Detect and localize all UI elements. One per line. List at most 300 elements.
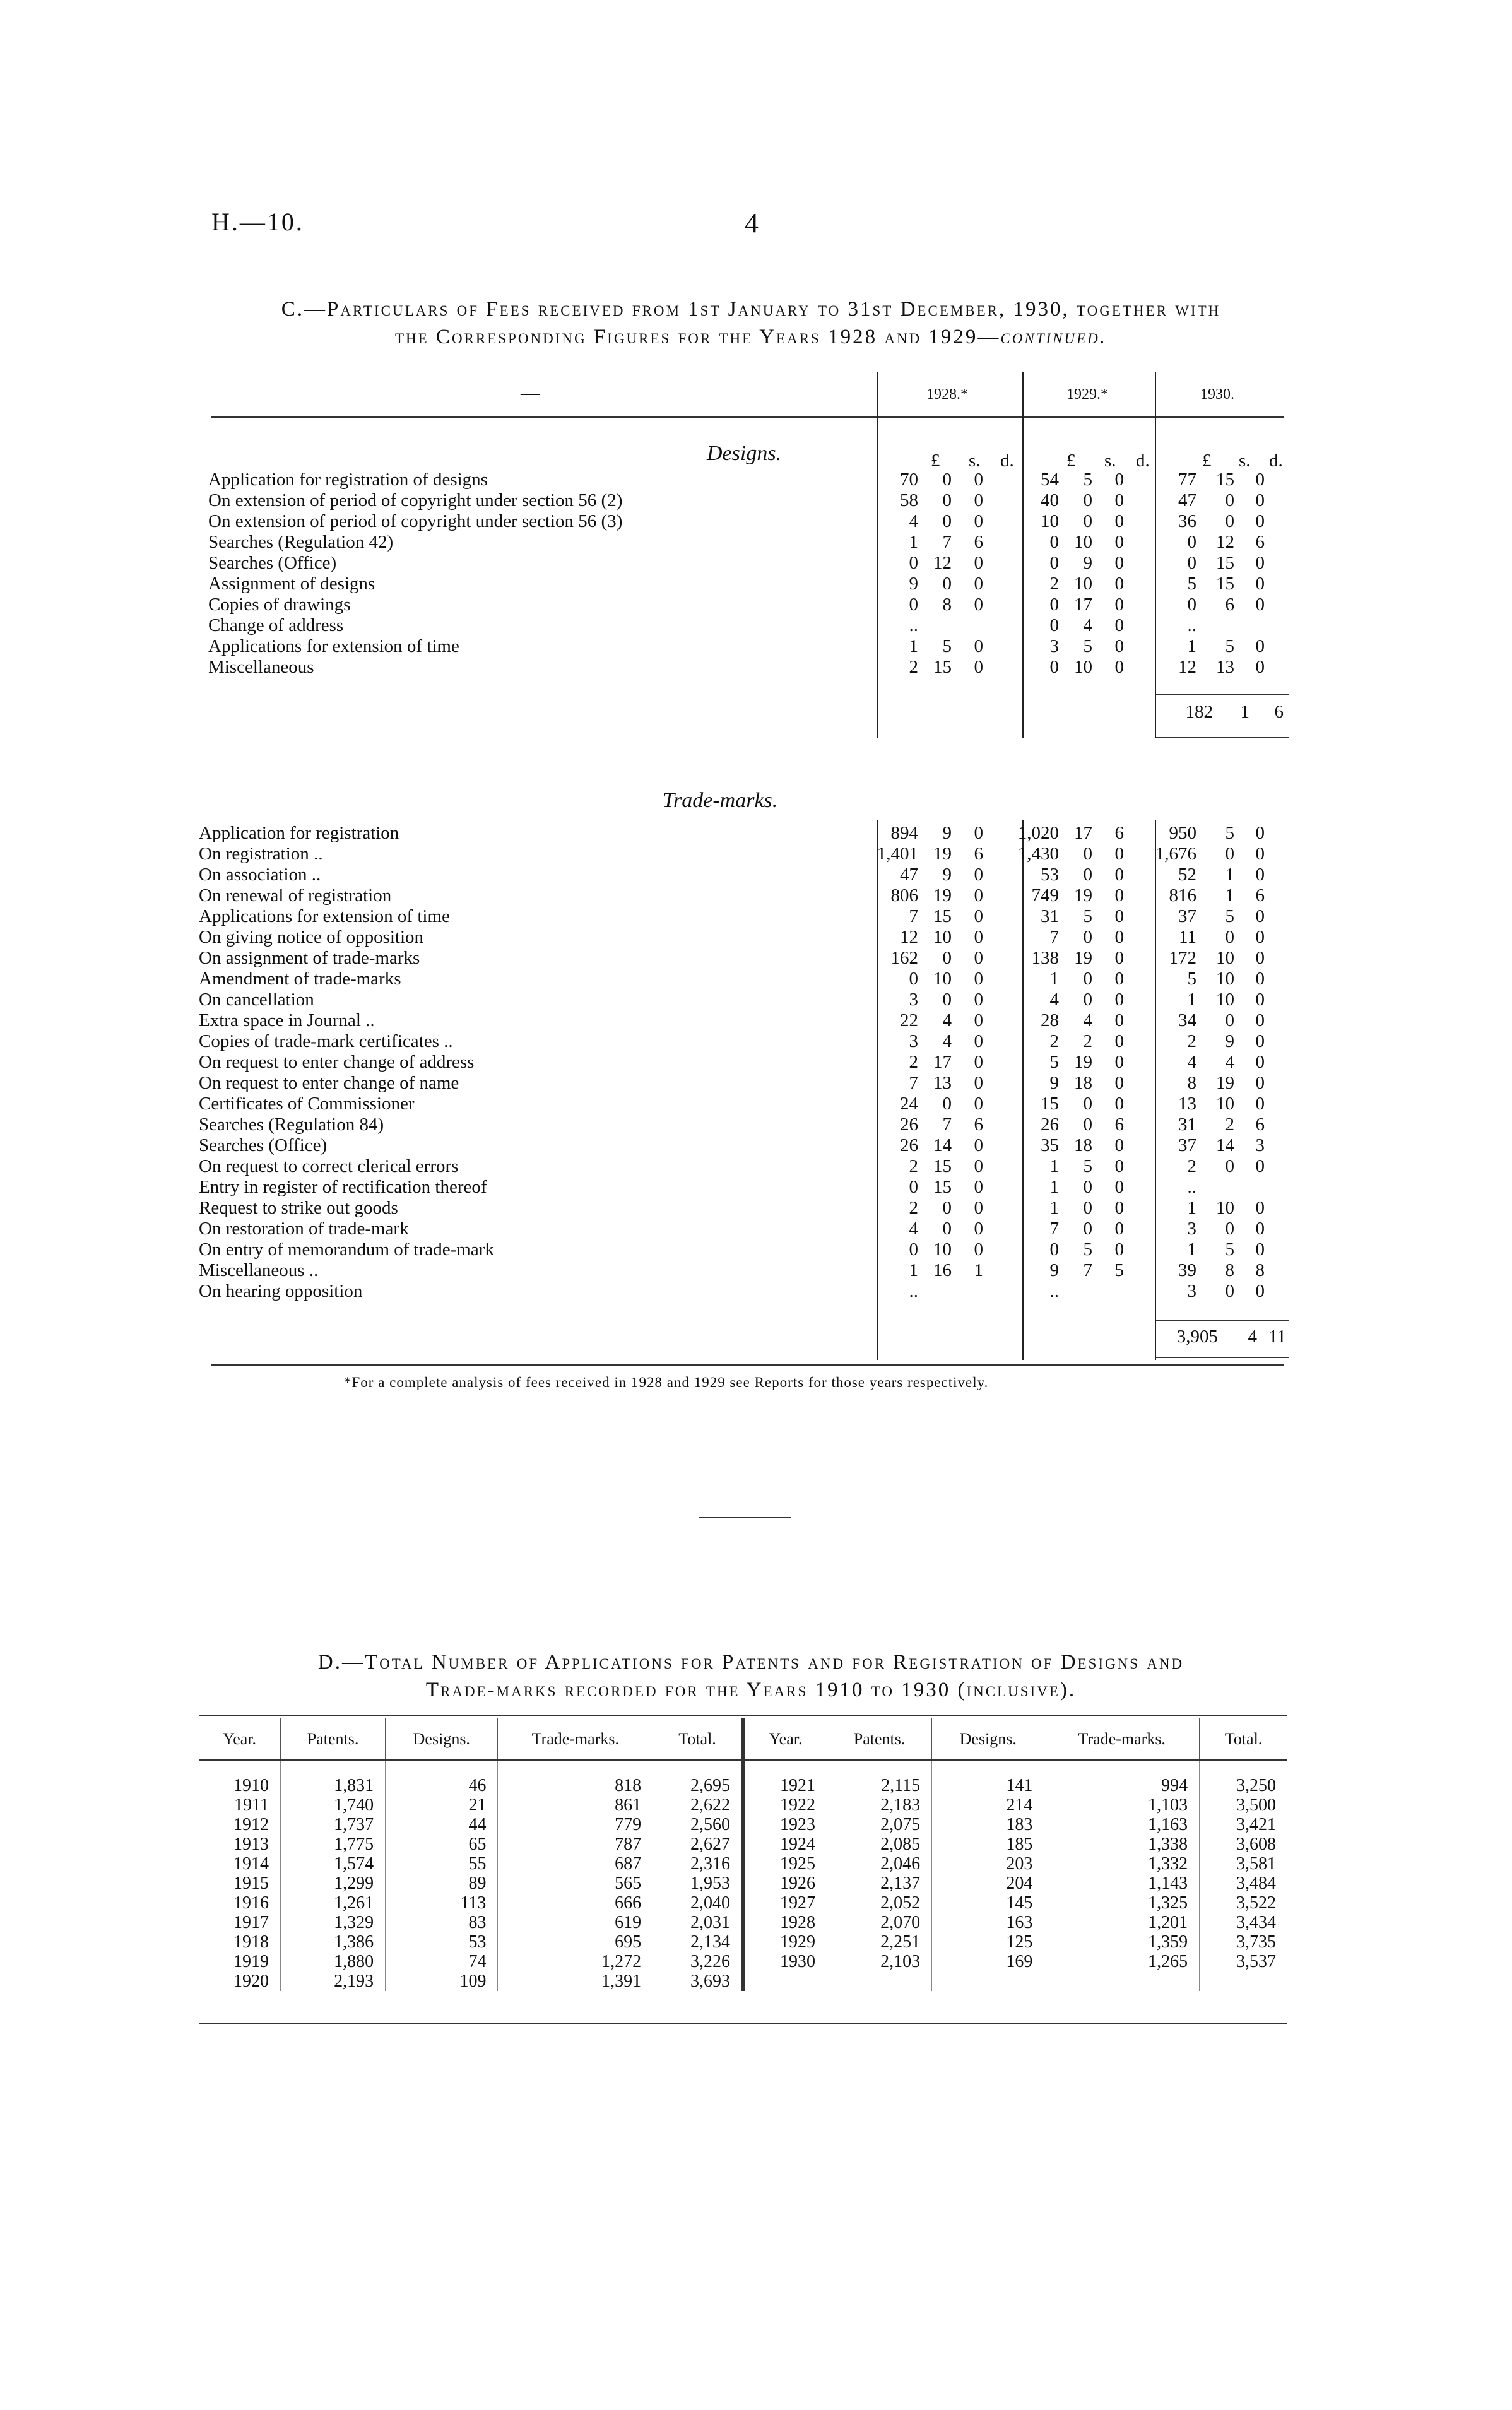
fee-shillings-1928: 0 [942, 511, 952, 531]
table-cell: 1,953 [653, 1874, 743, 1893]
fee-label: Miscellaneous .. [199, 1260, 319, 1280]
fee-pence-1928: 0 [974, 470, 983, 490]
table-cell: 1,143 [1044, 1874, 1200, 1893]
page-number: 4 [745, 208, 759, 239]
fee-pounds-1929: 5 [1049, 1052, 1059, 1072]
fee-pounds-1928: 12 [900, 927, 918, 947]
fee-pounds-1928: 1 [909, 532, 918, 552]
fee-shillings-1930: 9 [1225, 1031, 1234, 1051]
fee-pence-1930: 0 [1255, 1010, 1265, 1031]
trademarks-row [199, 885, 1277, 906]
table-cell: 1911 [234, 1795, 269, 1815]
fee-pence-1928: 0 [974, 1239, 983, 1260]
table-row [199, 1893, 1287, 1913]
fee-pounds-1930: 1 [1187, 1198, 1196, 1218]
fee-pence-1930: 0 [1255, 1031, 1265, 1051]
fee-pounds-1929: 4 [1049, 989, 1059, 1010]
trademarks-total-pence: 11 [1268, 1326, 1286, 1347]
fee-pence-1929: 0 [1114, 657, 1124, 677]
fee-shillings-1928: 5 [942, 636, 952, 656]
fee-pence-1928 [957, 615, 996, 636]
fee-pence-1930: 0 [1255, 823, 1265, 843]
pence-1929: d. [1136, 451, 1150, 471]
fee-label: Amendment of trade-marks [199, 969, 401, 989]
table-cell: 2,052 [827, 1893, 932, 1913]
fee-pounds-1929: 9 [1049, 1260, 1059, 1280]
fee-pence-1930 [1239, 1177, 1277, 1198]
table-cell: 21 [386, 1795, 498, 1815]
trademarks-row [199, 1198, 1277, 1219]
fee-pence-1928: 0 [974, 927, 983, 947]
fee-shillings-1929: 17 [1074, 594, 1092, 615]
fee-shillings-1930: 15 [1216, 574, 1234, 594]
fee-shillings-1930: 5 [1225, 906, 1234, 926]
designs-row [208, 636, 1277, 657]
table-cell [1044, 1971, 1200, 1991]
fee-shillings-1929: 19 [1074, 885, 1092, 906]
table-cell: 1912 [233, 1815, 269, 1834]
section-d-title [196, 1648, 1306, 1704]
table-cell: 113 [386, 1893, 498, 1913]
trademarks-row [199, 1260, 1277, 1281]
fee-pounds-1930: 5 [1187, 574, 1196, 594]
fee-shillings-1930: 10 [1216, 948, 1234, 968]
fee-pounds-1928: 4 [909, 511, 918, 531]
table-cell: 3,484 [1200, 1874, 1287, 1893]
fee-shillings-1930: 0 [1225, 1156, 1234, 1176]
applications-table-header [199, 1718, 1287, 1760]
fee-shillings-1930: 15 [1216, 553, 1234, 573]
fee-shillings-1930: 12 [1216, 532, 1234, 552]
fee-pence-1928: 0 [974, 969, 983, 989]
table-cell [743, 1971, 827, 1991]
fee-pence-1928: 0 [974, 1156, 983, 1176]
fee-pence-1930: 0 [1255, 927, 1265, 947]
fee-shillings-1928: 0 [942, 1219, 952, 1239]
fee-pence-1929: 0 [1114, 948, 1124, 968]
fee-shillings-1928: 0 [942, 1094, 952, 1114]
table-cell: 185 [932, 1834, 1044, 1854]
fee-label: On giving notice of opposition [199, 927, 424, 947]
fee-pounds-1928: 0 [909, 969, 918, 989]
fee-shillings-1929: 10 [1074, 532, 1092, 552]
table-cell [932, 1971, 1044, 1991]
designs-row [208, 594, 1277, 615]
trademarks-table [199, 823, 1277, 1302]
table-cell: 779 [498, 1815, 653, 1834]
fee-pounds-1930: 31 [1178, 1114, 1196, 1135]
fee-pence-1929: 0 [1114, 1156, 1124, 1176]
fee-label: On extension of period of copyright under section 56 (2) [208, 490, 623, 511]
fee-pence-1929: 5 [1114, 1260, 1124, 1280]
trademarks-heading: Trade-marks. [663, 789, 778, 812]
table-cell: 74 [386, 1952, 498, 1971]
fee-pence-1928: 0 [974, 594, 983, 615]
fee-pounds-1929: 31 [1041, 906, 1059, 926]
table-cell: 1926 [743, 1874, 827, 1893]
table-cell: 1918 [233, 1932, 269, 1952]
fee-pounds-1928: 0 [909, 594, 918, 615]
fee-pounds-1930: 37 [1178, 1135, 1196, 1155]
fee-shillings-1928: 15 [933, 1177, 952, 1197]
fee-pence-1930: 0 [1255, 1073, 1265, 1093]
table-cell: 1,574 [281, 1854, 386, 1874]
fee-pence-1928: 0 [974, 574, 983, 594]
table-cell: 1,831 [281, 1760, 386, 1795]
fee-pence-1930: 0 [1255, 636, 1265, 656]
fee-pounds-1930: 8 [1187, 1073, 1196, 1093]
fee-shillings-1930: 10 [1216, 989, 1234, 1010]
fee-pounds-1928: 7 [909, 906, 918, 926]
table-cell: 1,386 [281, 1932, 386, 1952]
column-header: Year. [199, 1718, 281, 1760]
table-cell: 2,040 [653, 1893, 743, 1913]
fee-label: Request to strike out goods [199, 1198, 398, 1218]
fee-pence-1929: 0 [1114, 1010, 1124, 1031]
fee-shillings-1930: 0 [1225, 1010, 1234, 1031]
table-cell: 3,500 [1200, 1795, 1287, 1815]
table-cell: 1,338 [1044, 1834, 1200, 1854]
table-cell: 125 [932, 1932, 1044, 1952]
trademarks-total-pounds: 3,905 [1176, 1326, 1218, 1347]
fee-pence-1928: 0 [974, 1219, 983, 1239]
table-row [199, 1760, 1287, 1795]
fee-shillings-1930 [1202, 615, 1239, 636]
trademarks-row [199, 1177, 1277, 1198]
fee-shillings-1928: 10 [933, 969, 952, 989]
fee-label: On request to enter change of name [199, 1073, 459, 1093]
fee-pounds-1928: 162 [890, 948, 918, 968]
fee-pence-1929: 0 [1114, 906, 1124, 926]
table-cell: 666 [498, 1893, 653, 1913]
designs-row [208, 657, 1277, 678]
fee-shillings-1930: 10 [1216, 1094, 1234, 1114]
fee-label: On request to correct clerical errors [199, 1156, 459, 1176]
fee-shillings-1929: 0 [1083, 969, 1092, 989]
fee-pounds-1928: 1 [909, 636, 918, 656]
fee-shillings-1928: 10 [933, 927, 952, 947]
shillings-1930: s. [1239, 451, 1251, 471]
fee-pounds-1930: 0 [1187, 594, 1196, 615]
table-cell: 145 [932, 1893, 1044, 1913]
table-cell: 53 [386, 1932, 498, 1952]
fee-shillings-1929: 0 [1083, 989, 1092, 1010]
fee-shillings-1930: 10 [1216, 969, 1234, 989]
fee-pounds-1930: 3 [1187, 1219, 1196, 1239]
year-1928: 1928.* [926, 386, 968, 403]
fee-pounds-1929: 1 [1049, 1177, 1059, 1197]
trademarks-row [199, 969, 1277, 989]
trademarks-row [199, 844, 1277, 865]
fee-pence-1929: 0 [1114, 490, 1124, 511]
fee-shillings-1929: 5 [1083, 1239, 1092, 1260]
table-cell: 203 [932, 1854, 1044, 1874]
fee-pounds-1928: 0 [909, 553, 918, 573]
fee-shillings-1929: 0 [1083, 1094, 1092, 1114]
table-row [199, 1913, 1287, 1932]
fee-pence-1929: 0 [1114, 470, 1124, 490]
fee-pounds-1929: 1 [1049, 1156, 1059, 1176]
fee-shillings-1930: 8 [1225, 1260, 1234, 1280]
fee-pounds-1930: 52 [1178, 865, 1196, 885]
fee-pounds-1929: 10 [1041, 511, 1059, 531]
table-cell: 1915 [233, 1874, 269, 1893]
fee-shillings-1929: 7 [1083, 1260, 1092, 1280]
table-row [199, 1834, 1287, 1854]
fee-pence-1930: 0 [1255, 470, 1265, 490]
fee-shillings-1928: 7 [942, 532, 952, 552]
fee-pence-1928: 0 [974, 1010, 983, 1031]
fee-label: Applications for extension of time [208, 636, 459, 656]
fee-pence-1928 [957, 1281, 996, 1302]
trademarks-row [199, 1073, 1277, 1094]
fee-pounds-1928: 2 [909, 1052, 918, 1072]
table-cell: 1,272 [498, 1952, 653, 1971]
trademarks-row [199, 948, 1277, 969]
table-cell: 1929 [743, 1932, 827, 1952]
table-cell: 2,137 [827, 1874, 932, 1893]
fee-shillings-1930: 5 [1225, 1239, 1234, 1260]
fee-pence-1930: 0 [1255, 594, 1265, 615]
column-header: Designs. [932, 1718, 1044, 1760]
fee-label: On association .. [199, 865, 321, 885]
fee-pence-1929: 0 [1114, 615, 1124, 635]
fee-shillings-1928: 14 [933, 1135, 952, 1155]
fee-pounds-1930: 13 [1178, 1094, 1196, 1114]
table-cell: 3,434 [1200, 1913, 1287, 1932]
table-cell: 2,695 [653, 1760, 743, 1795]
fee-pence-1929: 0 [1114, 594, 1124, 615]
fee-shillings-1930: 0 [1225, 927, 1234, 947]
fee-pounds-1928: 1 [909, 1260, 918, 1280]
table-cell: 55 [386, 1854, 498, 1874]
fee-pence-1928: 0 [974, 1135, 983, 1155]
fee-label: Copies of trade-mark certificates .. [199, 1031, 453, 1051]
column-header: Total. [1200, 1718, 1287, 1760]
fee-pounds-1928: 2 [909, 1198, 918, 1218]
fee-label: On hearing opposition [199, 1281, 363, 1301]
table-cell: 1924 [743, 1834, 827, 1854]
fee-label: On restoration of trade-mark [199, 1219, 409, 1239]
table-cell: 2,134 [653, 1932, 743, 1952]
fee-pounds-1930: 47 [1178, 490, 1196, 511]
table-cell: 204 [932, 1874, 1044, 1893]
fee-label: Application for registration of designs [208, 470, 488, 490]
fee-pence-1930: 0 [1255, 906, 1265, 926]
fee-pence-1929: 0 [1114, 532, 1124, 552]
fee-shillings-1928: 16 [933, 1260, 952, 1280]
fee-shillings-1930: 14 [1216, 1135, 1234, 1155]
fee-pence-1928: 6 [974, 1114, 983, 1135]
designs-total-pounds: 182 [1185, 702, 1213, 722]
fee-label: On assignment of trade-marks [199, 948, 420, 968]
fee-pence-1930: 0 [1255, 844, 1265, 864]
fee-pounds-1930: 3 [1187, 1281, 1196, 1301]
fee-pounds-1929: 749 [1031, 885, 1059, 906]
fee-shillings-1929: 0 [1083, 927, 1092, 947]
fee-pence-1930: 6 [1255, 532, 1265, 552]
fee-pence-1928: 0 [974, 885, 983, 906]
table-cell: 1925 [743, 1854, 827, 1874]
fee-shillings-1928 [923, 615, 957, 636]
fee-shillings-1930: 10 [1216, 1198, 1234, 1218]
fee-label: Applications for extension of time [199, 906, 450, 926]
fee-pounds-1929: 7 [1049, 927, 1059, 947]
fee-pence-1928: 0 [974, 490, 983, 511]
fee-pounds-1929: 2 [1049, 1031, 1059, 1051]
fee-pounds-1928: 3 [909, 1031, 918, 1051]
table-cell: 695 [498, 1932, 653, 1952]
table-row [199, 1815, 1287, 1834]
fee-pounds-1930: .. [1187, 615, 1196, 635]
designs-heading: Designs. [707, 442, 782, 465]
column-header: Year. [743, 1718, 827, 1760]
fee-pounds-1928: 4 [909, 1219, 918, 1239]
fee-pence-1930: 0 [1255, 574, 1265, 594]
fee-pence-1930: 0 [1255, 511, 1265, 531]
table-cell: 994 [1044, 1760, 1200, 1795]
fee-shillings-1930: 15 [1216, 470, 1234, 490]
table-row [199, 1932, 1287, 1952]
table-cell [1200, 1971, 1287, 1991]
table-cell: 1,201 [1044, 1913, 1200, 1932]
fee-pence-1930: 0 [1255, 1219, 1265, 1239]
fee-pounds-1928: 47 [900, 865, 918, 885]
fee-pounds-1929: 54 [1041, 470, 1059, 490]
fee-pounds-1929: 1,020 [1017, 823, 1059, 843]
year-1930: 1930. [1200, 386, 1234, 403]
trademarks-row [199, 1281, 1277, 1302]
fee-pounds-1929: 1 [1049, 1198, 1059, 1218]
fee-pence-1930: 3 [1255, 1135, 1265, 1155]
table-cell: 1,329 [281, 1913, 386, 1932]
fee-pence-1929: 0 [1114, 844, 1124, 864]
table-cell: 163 [932, 1913, 1044, 1932]
fee-pounds-1929: 0 [1049, 657, 1059, 677]
fee-pence-1930: 6 [1255, 1114, 1265, 1135]
fee-shillings-1928: 0 [942, 989, 952, 1010]
designs-total-shillings: 1 [1240, 702, 1249, 722]
table-cell: 2,627 [653, 1834, 743, 1854]
fee-pence-1930 [1239, 615, 1277, 636]
fee-pence-1930: 0 [1255, 1281, 1265, 1301]
table-cell: 3,608 [1200, 1834, 1287, 1854]
designs-table [208, 470, 1277, 678]
table-cell: 1920 [233, 1971, 269, 1991]
fee-label: Miscellaneous [208, 657, 314, 677]
fee-pounds-1929: 0 [1049, 553, 1059, 573]
pound-1928: £ [931, 451, 940, 471]
fee-shillings-1930: 2 [1225, 1114, 1234, 1135]
fee-pounds-1928: 806 [890, 885, 918, 906]
table-cell: 83 [386, 1913, 498, 1932]
fee-shillings-1929: 18 [1074, 1073, 1092, 1093]
fee-pence-1928: 1 [974, 1260, 983, 1280]
fee-pence-1929: 0 [1114, 885, 1124, 906]
shillings-1928: s. [969, 451, 981, 471]
table-cell: 3,735 [1200, 1932, 1287, 1952]
trademarks-row [199, 927, 1277, 948]
trademarks-row [199, 1031, 1277, 1052]
fee-shillings-1929: 0 [1083, 865, 1092, 885]
trademarks-total-shillings: 4 [1248, 1326, 1257, 1347]
table-cell: 1,391 [498, 1971, 653, 1991]
table-cell: 2,085 [827, 1834, 932, 1854]
fee-shillings-1929: 5 [1083, 470, 1092, 490]
fee-shillings-1928: 7 [942, 1114, 952, 1135]
fee-pounds-1929: 1,430 [1017, 844, 1059, 864]
fee-pence-1929: 0 [1114, 1052, 1124, 1072]
pence-1930: d. [1269, 451, 1283, 471]
fee-shillings-1929: 2 [1083, 1031, 1092, 1051]
table-cell: 2,251 [827, 1932, 932, 1952]
table-cell: 214 [932, 1795, 1044, 1815]
table-cell: 1,737 [281, 1815, 386, 1834]
fee-shillings-1928: 9 [942, 865, 952, 885]
fee-pence-1929: 0 [1114, 1073, 1124, 1093]
designs-row [208, 532, 1277, 553]
section-c-title-line2 [202, 323, 1300, 351]
fee-label: Entry in register of rectification thereof [199, 1177, 487, 1197]
fee-shillings-1930: 5 [1225, 823, 1234, 843]
trademarks-row [199, 906, 1277, 927]
fee-shillings-1930: 4 [1225, 1052, 1234, 1072]
fee-shillings-1929: 4 [1083, 615, 1092, 635]
trademarks-row [199, 865, 1277, 885]
fee-pence-1928: 0 [974, 948, 983, 968]
table-cell: 46 [386, 1760, 498, 1795]
fee-pounds-1930: 34 [1178, 1010, 1196, 1031]
trademarks-row [199, 1156, 1277, 1177]
section-d-title-line1: D.—Total Number of Applications for Patents and for Registration of Designs and [317, 1651, 1184, 1674]
designs-row [208, 511, 1277, 532]
fee-pence-1929: 0 [1114, 574, 1124, 594]
table-cell: 787 [498, 1834, 653, 1854]
fee-label: Certificates of Commissioner [199, 1094, 415, 1114]
fee-pounds-1929: 26 [1041, 1114, 1059, 1135]
fee-pence-1928: 0 [974, 1198, 983, 1218]
fee-shillings-1930: 5 [1225, 636, 1234, 656]
fee-shillings-1928: 15 [933, 1156, 952, 1176]
table-cell: 818 [498, 1760, 653, 1795]
fee-shillings-1929: 17 [1074, 823, 1092, 843]
fee-pounds-1928: 0 [909, 1239, 918, 1260]
table-cell: 2,046 [827, 1854, 932, 1874]
fee-shillings-1928: 19 [933, 885, 952, 906]
fee-shillings-1929: 5 [1083, 636, 1092, 656]
fee-pounds-1930: 39 [1178, 1260, 1196, 1280]
fee-pence-1928: 0 [974, 865, 983, 885]
fee-pence-1930: 0 [1255, 490, 1265, 511]
fee-pounds-1929: 2 [1049, 574, 1059, 594]
fee-pence-1929: 0 [1114, 1239, 1124, 1260]
fee-pounds-1928: 0 [909, 1177, 918, 1197]
fee-pounds-1930: 2 [1187, 1156, 1196, 1176]
fee-shillings-1929: 0 [1083, 511, 1092, 531]
fee-pounds-1928: 58 [900, 490, 918, 511]
column-header: Trade-marks. [498, 1718, 653, 1760]
fee-pence-1928: 0 [974, 636, 983, 656]
fee-shillings-1929: 10 [1074, 657, 1092, 677]
pound-1929: £ [1066, 451, 1076, 471]
designs-total-pence: 6 [1274, 702, 1284, 722]
table-cell: 2,183 [827, 1795, 932, 1815]
table-cell: 3,522 [1200, 1893, 1287, 1913]
table-cell: 1916 [233, 1893, 269, 1913]
table-row [199, 1795, 1287, 1815]
fee-shillings-1929: 0 [1083, 1198, 1092, 1218]
fee-shillings-1928: 13 [933, 1073, 952, 1093]
